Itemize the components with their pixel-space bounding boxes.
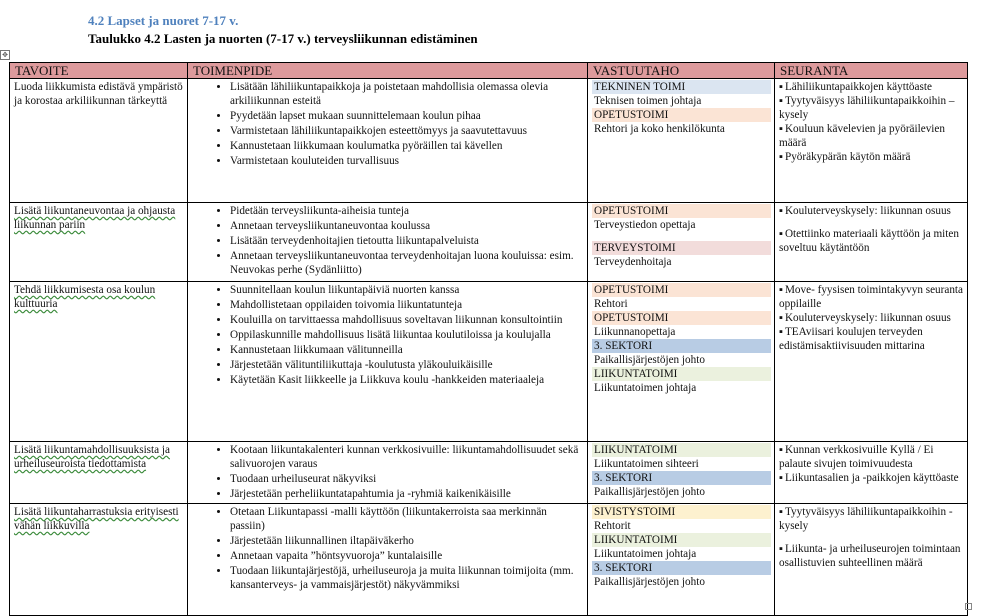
table-row bbox=[10, 504, 968, 616]
action-item: • Käytetään Kasit liikkeelle ja Liikkuva koulu -hankkeiden materiaaleja bbox=[230, 373, 584, 387]
action-item: • Annetaan terveysliikuntaneuvontaa terveydenhoitajan luona kouluissa: esim. Neuvokas perhe (Sydänliitto) bbox=[230, 249, 584, 277]
responsible-cell bbox=[588, 442, 775, 504]
monitoring-item: ▪ Kouluterveyskysely: liikunnan osuus bbox=[779, 205, 951, 217]
move-handle-icon[interactable]: ✥ bbox=[0, 50, 10, 60]
action-cell bbox=[188, 282, 588, 442]
table-row bbox=[10, 282, 968, 442]
goal-cell: Lisätä liikuntaharrastuksia erityisesti vähän liikkuvilla bbox=[10, 504, 188, 616]
monitoring-cell bbox=[775, 504, 968, 616]
org-label: 3. SEKTORI bbox=[592, 339, 771, 353]
monitoring-cell bbox=[775, 442, 968, 504]
health-promotion-table bbox=[9, 62, 968, 616]
org-label: 3. SEKTORI bbox=[592, 561, 771, 575]
responsible-person: Rehtorit bbox=[594, 520, 631, 532]
goal-cell: Tehdä liikkumisesta osa koulun kulttuuria bbox=[10, 282, 188, 442]
action-item: • Tuodaan liikuntajärjestöjä, urheiluseuroja ja muita liikunnan toimijoita (mm. kansanterveys- ja vammaisjärjestöt) näkyvämmiksi bbox=[230, 564, 584, 592]
action-cell bbox=[188, 504, 588, 616]
action-item: • Järjestetään välituntiliikuttaja -koulutusta yläkouluikäisille bbox=[230, 358, 584, 372]
responsible-person: Paikallisjärjestöjen johto bbox=[594, 354, 705, 366]
org-label: 3. SEKTORI bbox=[592, 471, 771, 485]
monitoring-item: ▪ Kunnan verkkosivuille Kyllä / Ei palaute sivujen toimivuudesta bbox=[779, 444, 934, 470]
header-action: TOIMENPIDE bbox=[188, 63, 588, 79]
action-item: • Suunnitellaan koulun liikuntapäiviä nuorten kanssa bbox=[230, 283, 584, 297]
section-heading: 4.2 Lapset ja nuoret 7-17 v. bbox=[88, 13, 239, 28]
org-label: OPETUSTOIMI bbox=[592, 108, 771, 122]
monitoring-item: ▪ Kouluun kävelevien ja pyöräilevien määrä bbox=[779, 123, 945, 149]
responsible-person: Paikallisjärjestöjen johto bbox=[594, 576, 705, 588]
responsible-person: Paikallisjärjestöjen johto bbox=[594, 486, 705, 498]
action-item: • Varmistetaan lähiliikuntapaikkojen esteettömyys ja saavutettavuus bbox=[230, 124, 584, 138]
table-row bbox=[10, 442, 968, 504]
monitoring-item: ▪ Move- fyysisen toimintakyvyn seuranta oppilaille bbox=[779, 284, 964, 310]
responsible-cell bbox=[588, 203, 775, 282]
monitoring-item: ▪ Tyytyväisyys lähiliikuntapaikkoihin -kysely bbox=[779, 506, 953, 532]
responsible-person: Liikunnanopettaja bbox=[594, 326, 676, 338]
action-item: • Kouluilla on tarvittaessa mahdollisuus soveltavan liikunnan konsultointiin bbox=[230, 313, 584, 327]
action-item: • Annetaan terveysliikuntaneuvontaa koulussa bbox=[230, 219, 584, 233]
monitoring-item: ▪ Liikunta- ja urheiluseurojen toimintaan osallistuvien suhteellinen määrä bbox=[779, 543, 961, 569]
responsible-cell bbox=[588, 282, 775, 442]
monitoring-item: ▪ Liikuntasalien ja -paikkojen käyttöaste bbox=[779, 472, 959, 484]
goal-cell: Lisätä liikuntaneuvontaa ja ohjausta liikunnan pariin bbox=[10, 203, 188, 282]
org-label: LIIKUNTATOIMI bbox=[592, 367, 771, 381]
responsible-person: Liikuntatoimen johtaja bbox=[594, 382, 697, 394]
table-row bbox=[10, 79, 968, 203]
header-goal: TAVOITE bbox=[10, 63, 188, 79]
responsible-person: Liikuntatoimen johtaja bbox=[594, 548, 697, 560]
org-label: LIIKUNTATOIMI bbox=[592, 443, 771, 457]
action-item: • Annetaan vapaita ”höntsyvuoroja” kuntalaisille bbox=[230, 549, 584, 563]
org-label: OPETUSTOIMI bbox=[592, 283, 771, 297]
responsible-cell bbox=[588, 504, 775, 616]
org-label: OPETUSTOIMI bbox=[592, 311, 771, 325]
action-item: • Järjestetään liikunnallinen iltapäiväkerho bbox=[230, 534, 584, 548]
org-label: TEKNINEN TOIMI bbox=[592, 80, 771, 94]
monitoring-item: ▪ Lähiliikuntapaikkojen käyttöaste bbox=[779, 81, 932, 93]
resize-handle-icon[interactable] bbox=[965, 603, 972, 610]
goal-cell: Luoda liikkumista edistävä ympäristö ja korostaa arkiliikunnan tärkeyttä bbox=[10, 79, 188, 203]
responsible-person: Rehtori ja koko henkilökunta bbox=[594, 123, 725, 135]
action-item: • Tuodaan urheiluseurat näkyviksi bbox=[230, 472, 584, 486]
action-cell bbox=[188, 203, 588, 282]
responsible-person: Teknisen toimen johtaja bbox=[594, 95, 702, 107]
action-item: • Otetaan Liikuntapassi -malli käyttöön (liikuntakerroista saa merkinnän passiin) bbox=[230, 505, 584, 533]
action-cell bbox=[188, 442, 588, 504]
monitoring-item: ▪ TEAviisari koulujen terveyden edistämisaktiivisuuden mittarina bbox=[779, 326, 925, 352]
action-item: • Kootaan liikuntakalenteri kunnan verkkosivuille: liikuntamahdollisuudet sekä salivuorojen varaus bbox=[230, 443, 584, 471]
action-item: • Lisätään lähiliikuntapaikkoja ja poistetaan mahdollisia olemassa olevia arkiliikunnan esteitä bbox=[230, 80, 584, 108]
action-item: • Pyydetään lapset mukaan suunnittelemaan koulun pihaa bbox=[230, 109, 584, 123]
monitoring-cell bbox=[775, 282, 968, 442]
monitoring-item: ▪ Otettiinko materiaali käyttöön ja miten soveltuu käytäntöön bbox=[779, 228, 959, 254]
header-responsible: VASTUUTAHO bbox=[588, 63, 775, 79]
responsible-person: Terveydenhoitaja bbox=[594, 256, 672, 268]
action-item: • Kannustetaan liikkumaan koulumatka pyöräillen tai kävellen bbox=[230, 139, 584, 153]
monitoring-cell bbox=[775, 79, 968, 203]
org-label: LIIKUNTATOIMI bbox=[592, 533, 771, 547]
table-row bbox=[10, 203, 968, 282]
monitoring-item: ▪ Pyöräkypärän käytön määrä bbox=[779, 151, 911, 163]
monitoring-cell bbox=[775, 203, 968, 282]
goal-cell: Lisätä liikuntamahdollisuuksista ja urheiluseuroista tiedottamista bbox=[10, 442, 188, 504]
responsible-person: Liikuntatoimen sihteeri bbox=[594, 458, 699, 470]
responsible-person: Terveystiedon opettaja bbox=[594, 219, 696, 231]
action-item: • Järjestetään perheliikuntatapahtumia ja -ryhmiä kaikenikäisille bbox=[230, 487, 584, 501]
table-caption: Taulukko 4.2 Lasten ja nuorten (7-17 v.) terveysliikunnan edistäminen bbox=[88, 31, 478, 46]
action-item: • Varmistetaan kouluteiden turvallisuus bbox=[230, 154, 584, 168]
responsible-person: Rehtori bbox=[594, 298, 628, 310]
action-cell bbox=[188, 79, 588, 203]
action-item: • Mahdollistetaan oppilaiden toivomia liikuntatunteja bbox=[230, 298, 584, 312]
org-label: TERVEYSTOIMI bbox=[592, 241, 771, 255]
responsible-cell bbox=[588, 79, 775, 203]
org-label: OPETUSTOIMI bbox=[592, 204, 771, 218]
action-item: • Kannustetaan liikkumaan välitunneilla bbox=[230, 343, 584, 357]
org-label: SIVISTYSTOIMI bbox=[592, 505, 771, 519]
action-item: • Oppilaskunnille mahdollisuus lisätä liikuntaa koulutiloissa ja koulujalla bbox=[230, 328, 584, 342]
action-item: • Pidetään terveysliikunta-aiheisia tunteja bbox=[230, 204, 584, 218]
monitoring-item: ▪ Tyytyväisyys lähiliikuntapaikkoihin –kysely bbox=[779, 95, 955, 121]
action-item: • Lisätään terveydenhoitajien tietoutta liikuntapalveluista bbox=[230, 234, 584, 248]
table-header-row bbox=[10, 63, 968, 79]
monitoring-item: ▪ Kouluterveyskysely: liikunnan osuus bbox=[779, 312, 951, 324]
header-monitoring: SEURANTA bbox=[775, 63, 968, 79]
